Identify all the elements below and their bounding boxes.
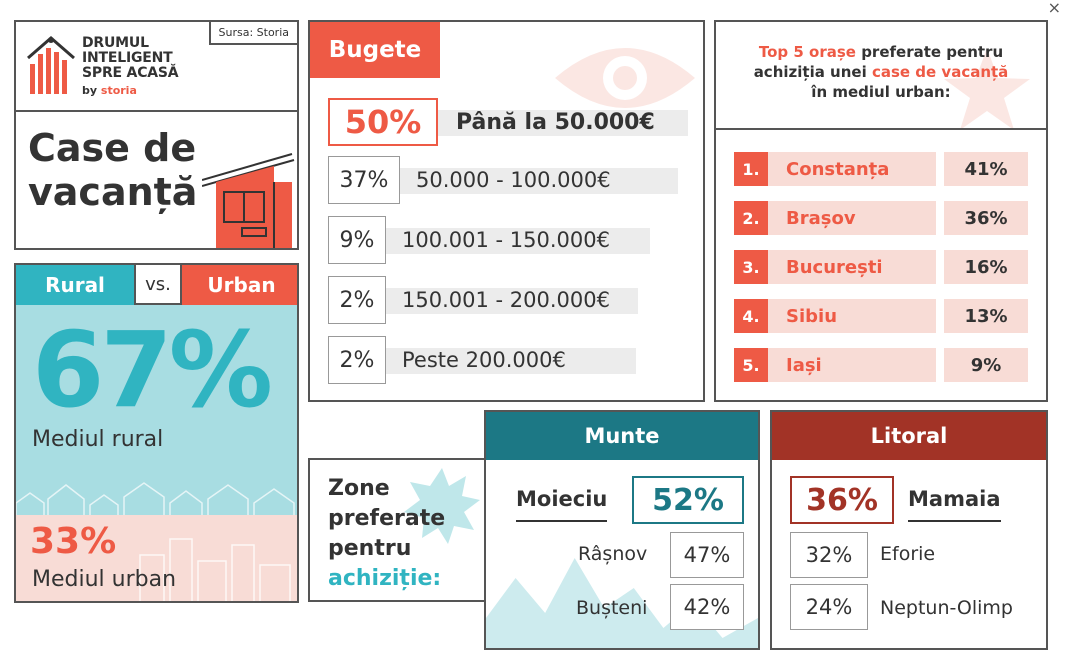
- city-rank: 1.: [734, 152, 768, 186]
- city-name: Sibiu: [768, 299, 936, 333]
- budget-row-range: 150.001 - 200.000€: [402, 288, 610, 312]
- rural-tab-label: Rural: [16, 265, 134, 305]
- city-row: [734, 201, 1030, 235]
- village-skyline-icon: [16, 473, 299, 517]
- city-row: [734, 152, 1030, 186]
- urban-section: [16, 515, 297, 603]
- seaside-row-name: Eforie: [880, 543, 936, 565]
- city-rank: 3.: [734, 250, 768, 284]
- seaside-top-percent: 36%: [790, 476, 894, 524]
- city-name: Constanța: [768, 152, 936, 186]
- budget-row-percent: 2%: [328, 276, 386, 324]
- mountain-panel: [484, 410, 760, 650]
- zones-panel: [308, 458, 486, 602]
- city-percent: 13%: [944, 299, 1028, 333]
- budget-row-range: 100.001 - 150.000€: [402, 228, 610, 252]
- title-panel: [14, 110, 299, 250]
- vacation-house-icon: [202, 152, 298, 248]
- budget-row: [328, 336, 690, 386]
- budget-row: [328, 216, 690, 266]
- budget-row-percent: 2%: [328, 336, 386, 384]
- budget-row: [328, 98, 690, 148]
- mountain-row-name: Bușteni: [576, 597, 648, 619]
- city-percent: 36%: [944, 201, 1028, 235]
- urban-percentage: 33%: [30, 521, 117, 562]
- city-percent: 41%: [944, 152, 1028, 186]
- mountain-row-percent: 42%: [670, 584, 744, 630]
- budget-row: [328, 156, 690, 206]
- city-rank: 5.: [734, 348, 768, 382]
- city-name: Brașov: [768, 201, 936, 235]
- divider: [716, 128, 1046, 130]
- source-label: Sursa: Storia: [209, 22, 298, 45]
- zones-title: Zone preferate pentru achiziție:: [328, 476, 446, 591]
- mountain-row-percent: 47%: [670, 532, 744, 578]
- city-row: [734, 250, 1030, 284]
- city-percent: 9%: [944, 348, 1028, 382]
- seaside-row-percent: 32%: [790, 532, 868, 578]
- budget-row-percent: 37%: [328, 156, 400, 204]
- city-rank: 4.: [734, 299, 768, 333]
- seaside-top-name: Mamaia: [908, 478, 1001, 522]
- logo-panel: [14, 20, 299, 112]
- rural-percentage: 67%: [32, 309, 269, 431]
- vs-label: vs.: [134, 265, 182, 305]
- logo-text: DRUMUL INTELIGENT SPRE ACASĂ: [82, 35, 179, 81]
- city-percent: 16%: [944, 250, 1028, 284]
- budget-row-percent: 50%: [328, 98, 438, 146]
- budget-row-range: Peste 200.000€: [402, 348, 566, 372]
- budgets-header: Bugete: [310, 22, 440, 78]
- page-title: Case de vacanță: [28, 126, 198, 214]
- seaside-row-percent: 24%: [790, 584, 868, 630]
- city-row: [734, 299, 1030, 333]
- mountain-top-percent: 52%: [632, 476, 744, 524]
- budget-row-range: Până la 50.000€: [456, 109, 655, 135]
- budgets-panel: [308, 20, 705, 402]
- urban-tab-label: Urban: [182, 265, 299, 305]
- storia-building-logo-icon: [26, 34, 76, 96]
- city-name: Iași: [768, 348, 936, 382]
- logo-by-storia: by storia: [82, 84, 137, 97]
- top-cities-title: Top 5 orașe preferate pentru achiziția unei case de vacanță în mediul urban:: [753, 43, 1009, 101]
- city-row: [734, 348, 1030, 382]
- rural-urban-panel: [14, 263, 299, 603]
- seaside-panel: [770, 410, 1048, 650]
- seaside-header: Litoral: [772, 412, 1046, 460]
- rural-description: Mediul rural: [32, 427, 164, 452]
- top-cities-panel: [714, 20, 1048, 402]
- budget-row-range: 50.000 - 100.000€: [416, 168, 611, 192]
- urban-description: Mediul urban: [32, 567, 177, 592]
- close-icon[interactable]: ×: [1047, 0, 1061, 17]
- budget-row-percent: 9%: [328, 216, 386, 264]
- city-name: București: [768, 250, 936, 284]
- seaside-row-name: Neptun-Olimp: [880, 597, 1013, 619]
- city-rank: 2.: [734, 201, 768, 235]
- budget-row: [328, 276, 690, 326]
- mountain-top-name: Moieciu: [516, 478, 607, 522]
- mountain-header: Munte: [486, 412, 758, 460]
- mountain-row-name: Râșnov: [578, 543, 648, 565]
